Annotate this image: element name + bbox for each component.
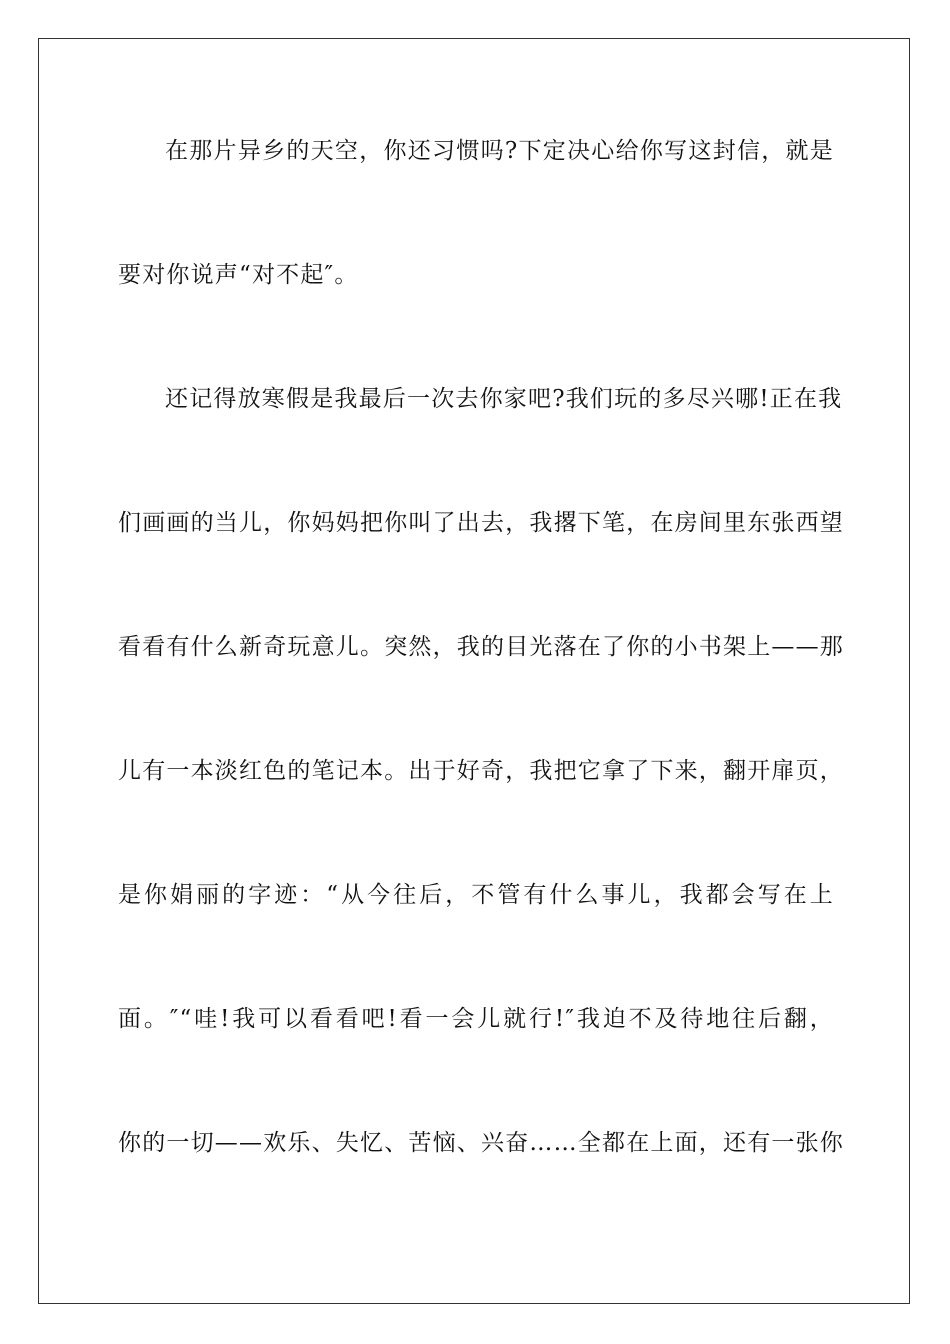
paragraph-2-line-2: 们画画的当儿，你妈妈把你叫了出去，我撂下笔，在房间里东张西望 [118, 510, 844, 536]
paragraph-2-line-5: 是你娟丽的字迹：“从今往后，不管有什么事儿，我都会写在上 [118, 882, 834, 908]
paragraph-1-line-2: 要对你说声“对不起″。 [118, 262, 359, 288]
paragraph-1-line-1: 在那片异乡的天空，你还习惯吗?下定决心给你写这封信，就是 [165, 138, 834, 164]
paragraph-2-line-7: 你的一切——欢乐、失忆、苦恼、兴奋……全都在上面，还有一张你 [118, 1130, 844, 1156]
paragraph-2-line-3: 看看有什么新奇玩意儿。突然，我的目光落在了你的小书架上——那 [118, 634, 844, 660]
paragraph-2-line-1: 还记得放寒假是我最后一次去你家吧?我们玩的多尽兴哪!正在我 [165, 386, 843, 412]
paragraph-2-line-6: 面。″“哇!我可以看看吧!看一会儿就行!″我迫不及待地往后翻， [118, 1006, 834, 1032]
page-border [38, 38, 910, 1304]
paragraph-2-line-4: 儿有一本淡红色的笔记本。出于好奇，我把它拿了下来，翻开扉页， [118, 758, 844, 784]
